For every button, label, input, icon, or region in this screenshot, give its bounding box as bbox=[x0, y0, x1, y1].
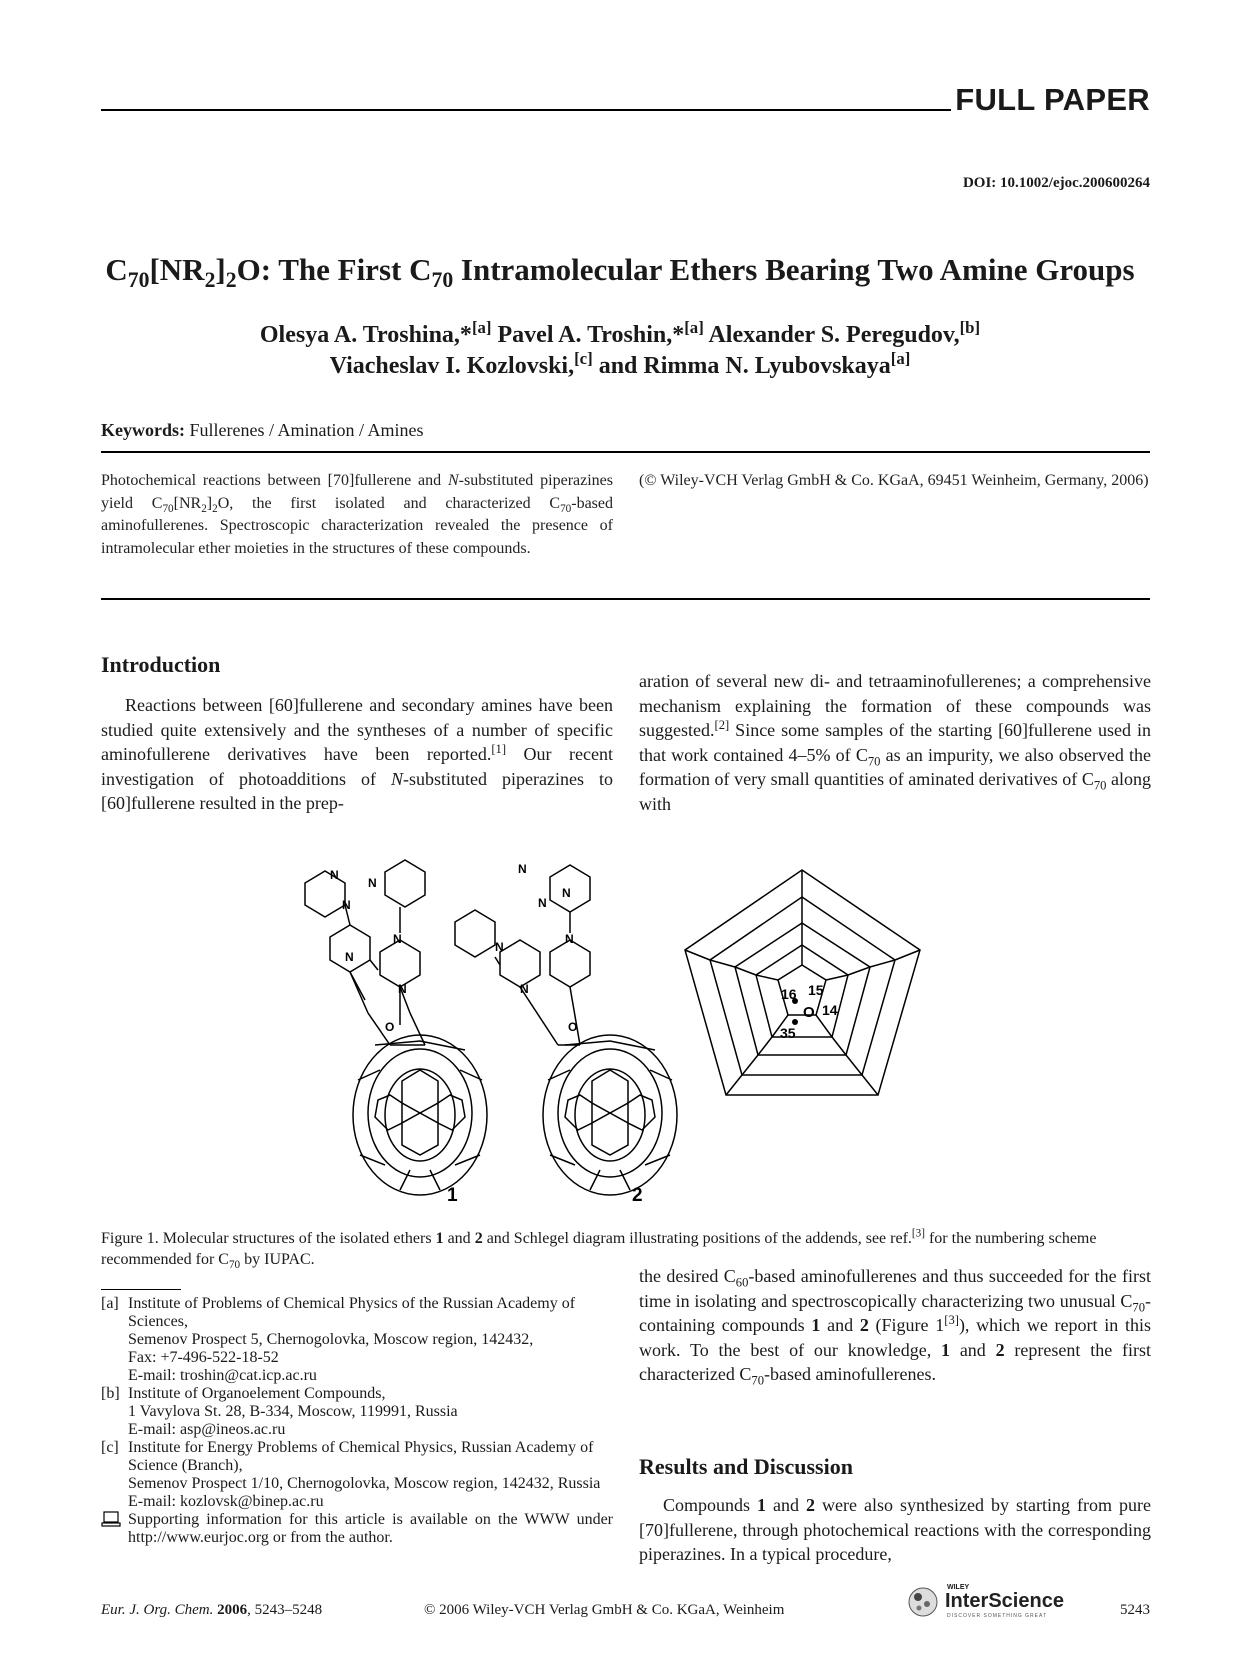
keywords-label: Keywords: bbox=[101, 420, 185, 440]
interscience-logo[interactable] bbox=[905, 1584, 1075, 1622]
page-number: 5243 bbox=[1120, 1602, 1150, 1618]
logo-wiley: WILEY bbox=[947, 1584, 970, 1591]
footnote-rule bbox=[101, 1289, 181, 1290]
introduction-right-column: aration of several new di- and tetraaminofullerenes; a comprehensive mechanism explaining the formation of these compounds was suggested.[2] Since some samples of the starting [60]fullerene used in that work contained 4–5% of $C_{70}$ as an impurity, we also observed the formation of very small quantities of aminated derivatives of $C_{70}$ along with bbox=[639, 671, 1152, 814]
figure-1 bbox=[250, 845, 990, 1210]
email-b[interactable]: E-mail: asp@ineos.ac.ru bbox=[128, 1421, 286, 1438]
n-label: N bbox=[393, 932, 402, 946]
n-label: N bbox=[562, 886, 571, 900]
author-list: Olesya A. Troshina,*[a] Pavel A. Troshin,*[a] Alexander S. Peregudov,[b] Viacheslav I. Kozlovski,[c] and Rimma N. Lyubovskaya[a] bbox=[259, 318, 981, 379]
affiliation-c: [c] Institute for Energy Problems of Chemical Physics, Russian Academy of Science (Branch), Semenov Prospect 1/10, Chernogolovka, Moscow region, 142432, Russia E-mail: kozlovsk@binep.ac.ru bbox=[101, 1439, 613, 1511]
logo-interscience: InterScience bbox=[945, 1590, 1064, 1612]
introduction-left-column: Reactions between [60]fullerene and secondary amines have been studied quite extensively and the syntheses of a number of specific aminofullerene derivatives have been reported.[1] Our recent investigation of photoadditions of N-substituted piperazines to [60]fullerene resulted in the prep- bbox=[101, 695, 613, 813]
o-label: O bbox=[385, 1020, 395, 1034]
schlegel-diagram bbox=[685, 870, 920, 1095]
abstract-top-rule bbox=[101, 451, 1150, 453]
n-label: N bbox=[330, 868, 339, 882]
email-a[interactable]: E-mail: troshin@cat.icp.ac.ru bbox=[128, 1367, 317, 1384]
page-title: $C_{70}[NR_2]_2O$: The First $C_{70}$ Intramolecular Ethers Bearing Two Amine Groups bbox=[105, 252, 1135, 293]
introduction-heading: Introduction bbox=[101, 652, 221, 677]
affiliation-a: [a] Institute of Problems of Chemical Physics of the Russian Academy of Sciences, Semenov Prospect 5, Chernogolovka, Moscow region, 142432, Fax: +7-496-522-18-52 E-mail: troshin@cat.icp.ac.ru bbox=[101, 1295, 613, 1385]
figure-caption: Figure 1. Molecular structures of the isolated ethers 1 and 2 and Schlegel diagram illustrating positions of the addends, see ref.[3] for the numbering scheme recommended for $C_{70}$ by IUPAC. bbox=[101, 1227, 1097, 1272]
atom-label-35: 35 bbox=[780, 1025, 796, 1041]
n-label: N bbox=[342, 898, 351, 912]
n-label: N bbox=[398, 982, 407, 996]
compound-label-2: 2 bbox=[632, 1185, 643, 1206]
abstract-copyright: (© Wiley-VCH Verlag GmbH & Co. KGaA, 69451 Weinheim, Germany, 2006) bbox=[639, 472, 1149, 489]
abstract-bottom-rule bbox=[101, 598, 1150, 600]
footer-citation: Eur. J. Org. Chem. 2006, 5243–5248 bbox=[101, 1602, 323, 1618]
header-rule bbox=[101, 109, 951, 111]
doi[interactable]: DOI: 10.1002/ejoc.200600264 bbox=[962, 175, 1150, 191]
atom-label-16: 16 bbox=[781, 986, 797, 1002]
results-paragraph: Compounds 1 and 2 were also synthesized by starting from pure [70]fullerene, through photochemical reactions with the corresponding piperazines. In a typical procedure, bbox=[639, 1495, 1152, 1564]
compound-label-1: 1 bbox=[447, 1185, 458, 1206]
atom-label-14: 14 bbox=[822, 1002, 838, 1018]
affiliations bbox=[101, 1295, 613, 1547]
atom-label-o: O bbox=[803, 1004, 815, 1021]
supporting-info bbox=[101, 1511, 613, 1547]
continuation-paragraph: the desired $C_{60}$-based aminofullerenes and thus succeeded for the first time in isolating and spectroscopically characterizing two unusual $C_{70}$-containing compounds 1 and 2 (Figure 1[3]), which we report in this work. To the best of our knowledge, 1 and 2 represent the first characterized $C_{70}$-based aminofullerenes. bbox=[639, 1266, 1151, 1388]
wiley-sphere-icon bbox=[905, 1584, 941, 1620]
n-label: N bbox=[565, 932, 574, 946]
n-label: N bbox=[345, 950, 354, 964]
n-label: N bbox=[520, 982, 529, 996]
n-label: N bbox=[518, 862, 527, 876]
keywords: Keywords: Fullerenes / Amination / Amines bbox=[101, 420, 424, 440]
results-heading: Results and Discussion bbox=[639, 1454, 853, 1479]
n-label: N bbox=[368, 876, 377, 890]
supporting-info-text: Supporting information for this article is available on the WWW under http://www.eurjoc.org or from the author. bbox=[128, 1511, 613, 1546]
fullerene-2-drawing bbox=[543, 1035, 677, 1195]
atom-label-15: 15 bbox=[808, 982, 824, 998]
n-label: N bbox=[495, 940, 504, 954]
email-c[interactable]: E-mail: kozlovsk@binep.ac.ru bbox=[128, 1493, 324, 1510]
affiliation-b: [b] Institute of Organoelement Compounds, 1 Vavylova St. 28, B-334, Moscow, 119991, Russia E-mail: asp@ineos.ac.ru bbox=[101, 1385, 613, 1439]
substituents-1 bbox=[305, 860, 425, 1045]
footer-copyright: © 2006 Wiley-VCH Verlag GmbH & Co. KGaA, Weinheim bbox=[424, 1602, 785, 1618]
o-label: O bbox=[568, 1020, 578, 1034]
n-label: N bbox=[538, 896, 547, 910]
section-label: FULL PAPER bbox=[955, 82, 1150, 117]
computer-icon bbox=[101, 1511, 121, 1527]
logo-tagline: DISCOVER SOMETHING GREAT bbox=[947, 1613, 1048, 1619]
fullerene-1-drawing bbox=[353, 1035, 487, 1195]
abstract-text: Photochemical reactions between [70]fullerene and N-substituted piperazines yield $C_{70}[NR_2]_2O$, the first isolated and characterized $C_{70}$-based aminofullerenes. Spectroscopic characterization revealed the presence of intramolecular ether moieties in the structures of these compounds. bbox=[101, 472, 614, 557]
